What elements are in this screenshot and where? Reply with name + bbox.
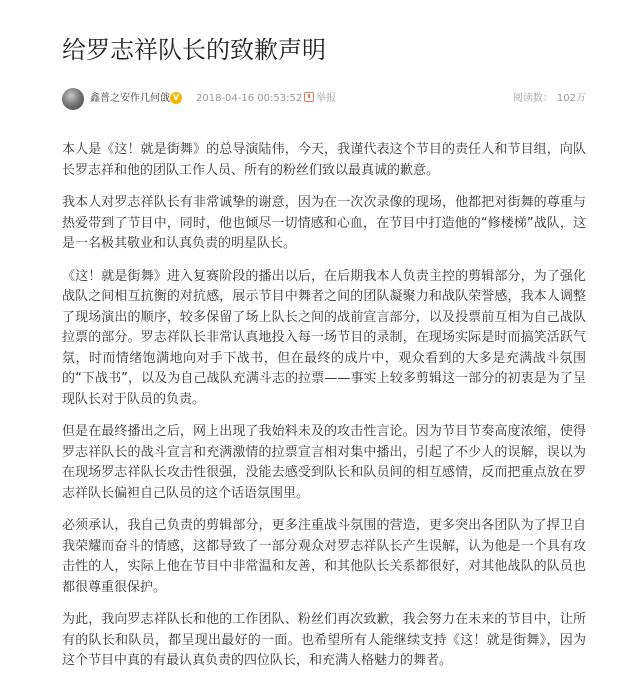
report-icon: [304, 92, 314, 102]
paragraph: 我本人对罗志祥队长有非常诚挚的谢意，因为在一次次录像的现场，他都把对街舞的尊重与热爱带到了节目中，同时，他也倾尽一切情感和心血，在节目中打造他的“修楼梯”战队，这是一名极其敬业和认真负责的明星队长。: [62, 195, 586, 251]
author-name[interactable]: 鑫普之安作几何戗: [90, 93, 170, 104]
article-meta: [62, 88, 586, 112]
author-avatar[interactable]: [62, 88, 84, 110]
report-link[interactable]: [304, 92, 336, 106]
read-count-label: 阅读数：: [512, 93, 553, 104]
paragraph: 《这！就是街舞》进入复赛阶段的播出以后，在后期我本人负责主控的剪辑部分，为了强化战队之间相互抗衡的对抗感，展示节目中舞者之间的团队凝聚力和战队荣誉感，我本人调整了现场演出的顺序，较多保留了场上队长之间的战前宣言部分，以及投票前互相为自己战队拉票的部分。罗志祥队长非常认真地投入每一场节目的录制，在现场实际是时而搞笑活跃气氛，时而情绪饱满地向对手下战书，但在最终的成片中，观众看到的大多是充满战斗氛围的“下战书”，以及为自己战队充满斗志的拉票——事实上较多剪辑这一部分的初衷是为了呈现队长对于队员的负责。: [62, 268, 586, 407]
paragraph: 但是在最终播出之后，网上出现了我始料未及的攻击性言论。因为节目节奏高度浓缩，使得罗志祥队长的战斗宣言和充满激情的拉票宣言相对集中播出，引起了不少人的误解，误以为在现场罗志祥队长攻击性很强，没能去感受到队长和队员间的相互感情，反而把重点放在罗志祥队长偏袒自己队员的这个话语氛围里。: [62, 424, 586, 501]
paragraph: 本人是《这！就是街舞》的总导演陆伟，今天，我谨代表这个节目的责任人和节目组，向队长罗志祥和他的团队工作人员、所有的粉丝们致以最真诚的歉意。: [62, 142, 586, 178]
paragraph: 必须承认，我自己负责的剪辑部分，更多注重战斗氛围的营造，更多突出各团队为了捍卫自我荣耀而奋斗的情感，这都导致了一部分观众对罗志祥队长产生误解，认为他是一个具有攻击性的人，实际上他在节目中非常温和友善，和其他队长关系都很好，对其他战队的队员也都很尊重很保护。: [62, 518, 586, 595]
article-body: [62, 140, 586, 672]
publish-date: 2018-04-16 00:53:52: [196, 93, 303, 104]
paragraph: 为此，我向罗志祥队长和他的工作团队、粉丝们再次致歉，我会努力在未来的节目中，让所有的队长和队员，都呈现出最好的一面。也希望所有人能继续支持《这！就是街舞》，因为这个节目中真的有最认真负责的四位队长，和充满人格魅力的舞者。: [62, 612, 586, 668]
verified-badge-icon: V: [170, 92, 182, 104]
read-count: [513, 92, 586, 106]
read-count-value: 102万: [556, 93, 586, 104]
article: [62, 34, 586, 684]
report-label: 举报: [316, 93, 336, 104]
article-title: 给罗志祥队长的致歉声明: [62, 36, 326, 64]
